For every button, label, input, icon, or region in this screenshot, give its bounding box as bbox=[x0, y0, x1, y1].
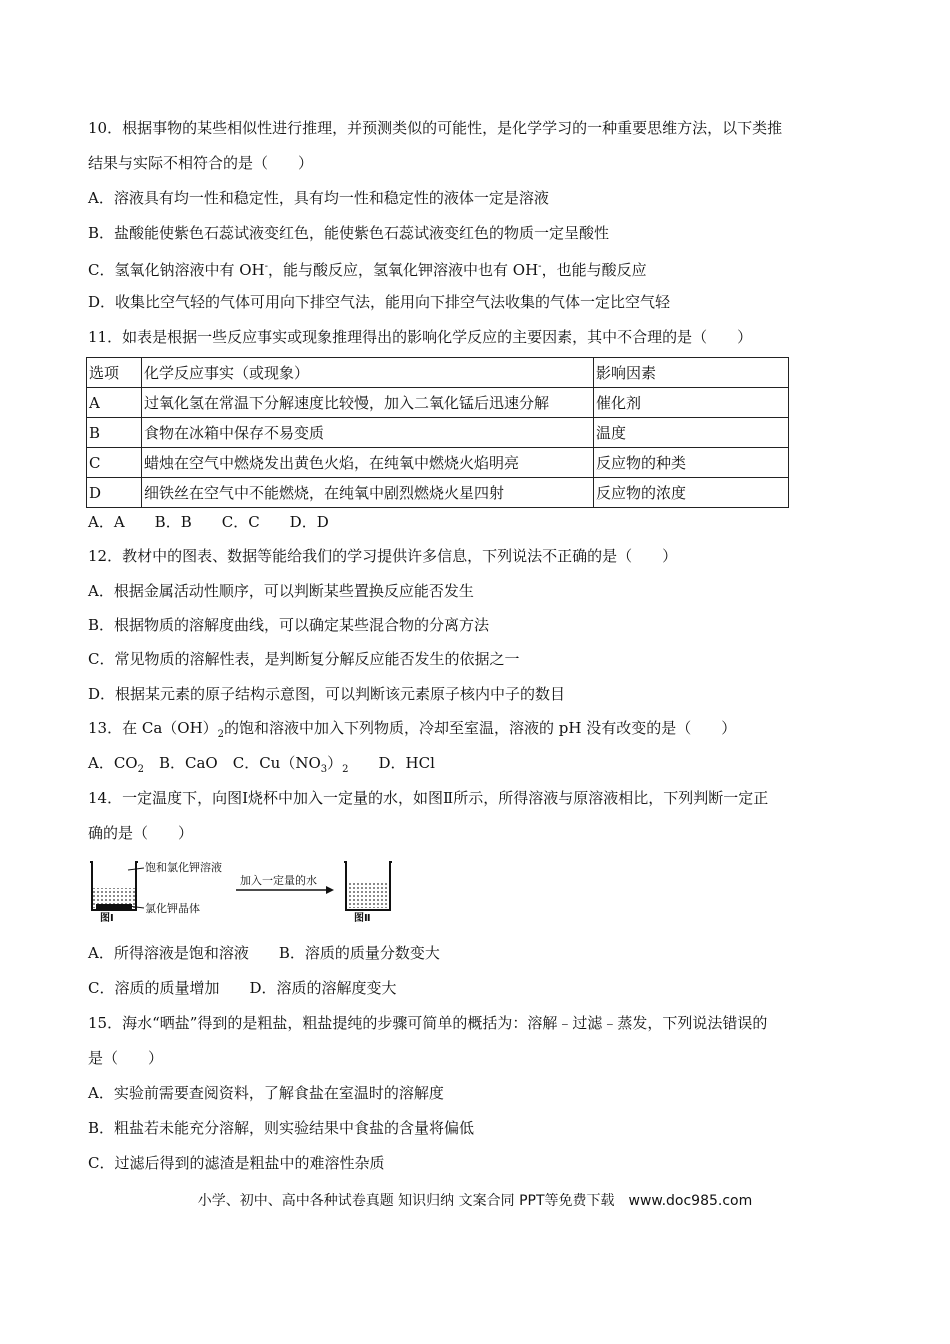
table-header-row bbox=[87, 358, 789, 388]
q14-stem-line1: 14．一定温度下，向图Ⅰ烧杯中加入一定量的水，如图Ⅱ所示，所得溶液与原溶液相比，下列判断一定正 bbox=[88, 789, 769, 807]
table-header-cell: 化学反应事实（或现象） bbox=[142, 358, 594, 388]
table-header-cell: 影响因素 bbox=[594, 358, 789, 388]
q12-option-c: C．常见物质的溶解性表，是判断复分解反应能否发生的依据之一 bbox=[88, 650, 520, 668]
table-row bbox=[87, 448, 789, 478]
table-cell: 食物在冰箱中保存不易变质 bbox=[142, 418, 594, 448]
label-add-water: 加入一定量的水 bbox=[240, 874, 317, 887]
table-row bbox=[87, 388, 789, 418]
table-cell: A bbox=[87, 388, 142, 418]
q14-beaker-figure bbox=[88, 858, 398, 922]
q10-option-c-sup2: - bbox=[538, 261, 542, 272]
q13-stem bbox=[88, 718, 736, 745]
q10-option-c-sup1: - bbox=[264, 261, 269, 272]
q13-stem-subscript: 2 bbox=[217, 729, 225, 740]
table-cell: C bbox=[87, 448, 142, 478]
page-footer: 小学、初中、高中各种试卷真题 知识归纳 文案合同 PPT等免费下载 www.doc985.com bbox=[197, 1193, 753, 1209]
q10-option-b: B．盐酸能使紫色石蕊试液变红色，能使紫色石蕊试液变红色的物质一定呈酸性 bbox=[88, 224, 610, 242]
q10-option-d: D．收集比空气轻的气体可用向下排空气法，能用向下排空气法收集的气体一定比空气轻 bbox=[88, 293, 671, 311]
q11-stem: 11．如表是根据一些反应事实或现象推理得出的影响化学反应的主要因素，其中不合理的是（ ） bbox=[88, 328, 753, 346]
table-cell: 细铁丝在空气中不能燃烧，在纯氧中剧烈燃烧火星四射 bbox=[142, 478, 594, 508]
label-figure-2: 图Ⅱ bbox=[354, 913, 371, 922]
arrow-head-icon bbox=[326, 886, 334, 894]
q14-figure-svg bbox=[88, 858, 398, 922]
q14-options-cd: C．溶质的质量增加 D．溶质的溶解度变大 bbox=[88, 979, 397, 997]
q11-table bbox=[86, 357, 789, 508]
q13-option-d: D．HCl bbox=[348, 754, 435, 772]
q10-option-c-part1: C．氢氧化钠溶液中有 OH bbox=[88, 261, 265, 279]
table-cell: 反应物的种类 bbox=[594, 448, 789, 478]
q10-stem-line1: 10．根据事物的某些相似性进行推理，并预测类似的可能性，是化学学习的一种重要思维方法，以下类推 bbox=[88, 119, 783, 137]
label-saturated-solution: 饱和氯化钾溶液 bbox=[145, 861, 222, 874]
label-figure-1: 图Ⅰ bbox=[100, 913, 114, 922]
q10-option-c-part2: ，能与酸反应，氢氧化钾溶液中也有 OH bbox=[268, 261, 539, 279]
q10-option-c bbox=[88, 257, 647, 280]
q13-option-b-subscript: 3 bbox=[320, 764, 328, 775]
q13-option-a: A．CO bbox=[88, 754, 138, 772]
table-cell: 温度 bbox=[594, 418, 789, 448]
table-header-cell: 选项 bbox=[87, 358, 142, 388]
table-row bbox=[87, 478, 789, 508]
beaker-2 bbox=[344, 862, 392, 910]
q15-stem-line1: 15．海水“晒盐”得到的是粗盐，粗盐提纯的步骤可简单的概括为：溶解﹣过滤﹣蒸发，下列说法错误的 bbox=[88, 1014, 768, 1032]
q15-option-b: B．粗盐若未能充分溶解，则实验结果中食盐的含量将偏低 bbox=[88, 1119, 475, 1137]
q12-option-d: D．根据某元素的原子结构示意图，可以判断该元素原子核内中子的数目 bbox=[88, 685, 566, 703]
table-cell: B bbox=[87, 418, 142, 448]
q13-options bbox=[88, 753, 435, 780]
q11-options: A．A B．B C．C D．D bbox=[88, 513, 329, 531]
table-cell: 蜡烛在空气中燃烧发出黄色火焰，在纯氧中燃烧火焰明亮 bbox=[142, 448, 594, 478]
q14-options-ab: A．所得溶液是饱和溶液 B．溶质的质量分数变大 bbox=[88, 944, 440, 962]
table-cell: 过氧化氢在常温下分解速度比较慢，加入二氧化锰后迅速分解 bbox=[142, 388, 594, 418]
q12-option-b: B．根据物质的溶解度曲线，可以确定某些混合物的分离方法 bbox=[88, 616, 490, 634]
q13-option-a-subscript: 2 bbox=[137, 764, 144, 775]
q14-stem-line2: 确的是（ ） bbox=[88, 824, 194, 842]
q13-option-c-subscript: 2 bbox=[342, 764, 349, 775]
q12-stem: 12．教材中的图表、数据等能给我们的学习提供许多信息，下列说法不正确的是（ ） bbox=[88, 547, 678, 565]
q13-option-c: ） bbox=[327, 754, 343, 772]
q13-stem-part1: 13．在 Ca（OH） bbox=[88, 719, 218, 737]
q12-option-a: A．根据金属活动性顺序，可以判断某些置换反应能否发生 bbox=[88, 582, 474, 600]
q13-option-b: B．CaO C．Cu（NO bbox=[143, 754, 321, 772]
q15-stem-line2: 是（ ） bbox=[88, 1049, 164, 1067]
label-crystal: 氯化钾晶体 bbox=[145, 902, 200, 915]
q13-stem-part2: 的饱和溶液中加入下列物质，冷却至室温，溶液的 pH 没有改变的是（ ） bbox=[224, 719, 737, 737]
q10-stem-line2: 结果与实际不相符合的是（ ） bbox=[88, 154, 314, 172]
q15-option-a: A．实验前需要查阅资料，了解食盐在室温时的溶解度 bbox=[88, 1084, 444, 1102]
table-row bbox=[87, 418, 789, 448]
table-cell: D bbox=[87, 478, 142, 508]
q15-option-c: C．过滤后得到的滤渣是粗盐中的难溶性杂质 bbox=[88, 1154, 385, 1172]
table-cell: 反应物的浓度 bbox=[594, 478, 789, 508]
table-cell: 催化剂 bbox=[594, 388, 789, 418]
q10-option-c-part3: ，也能与酸反应 bbox=[541, 261, 647, 279]
q10-option-a: A．溶液具有均一性和稳定性，具有均一性和稳定性的液体一定是溶液 bbox=[88, 189, 549, 207]
